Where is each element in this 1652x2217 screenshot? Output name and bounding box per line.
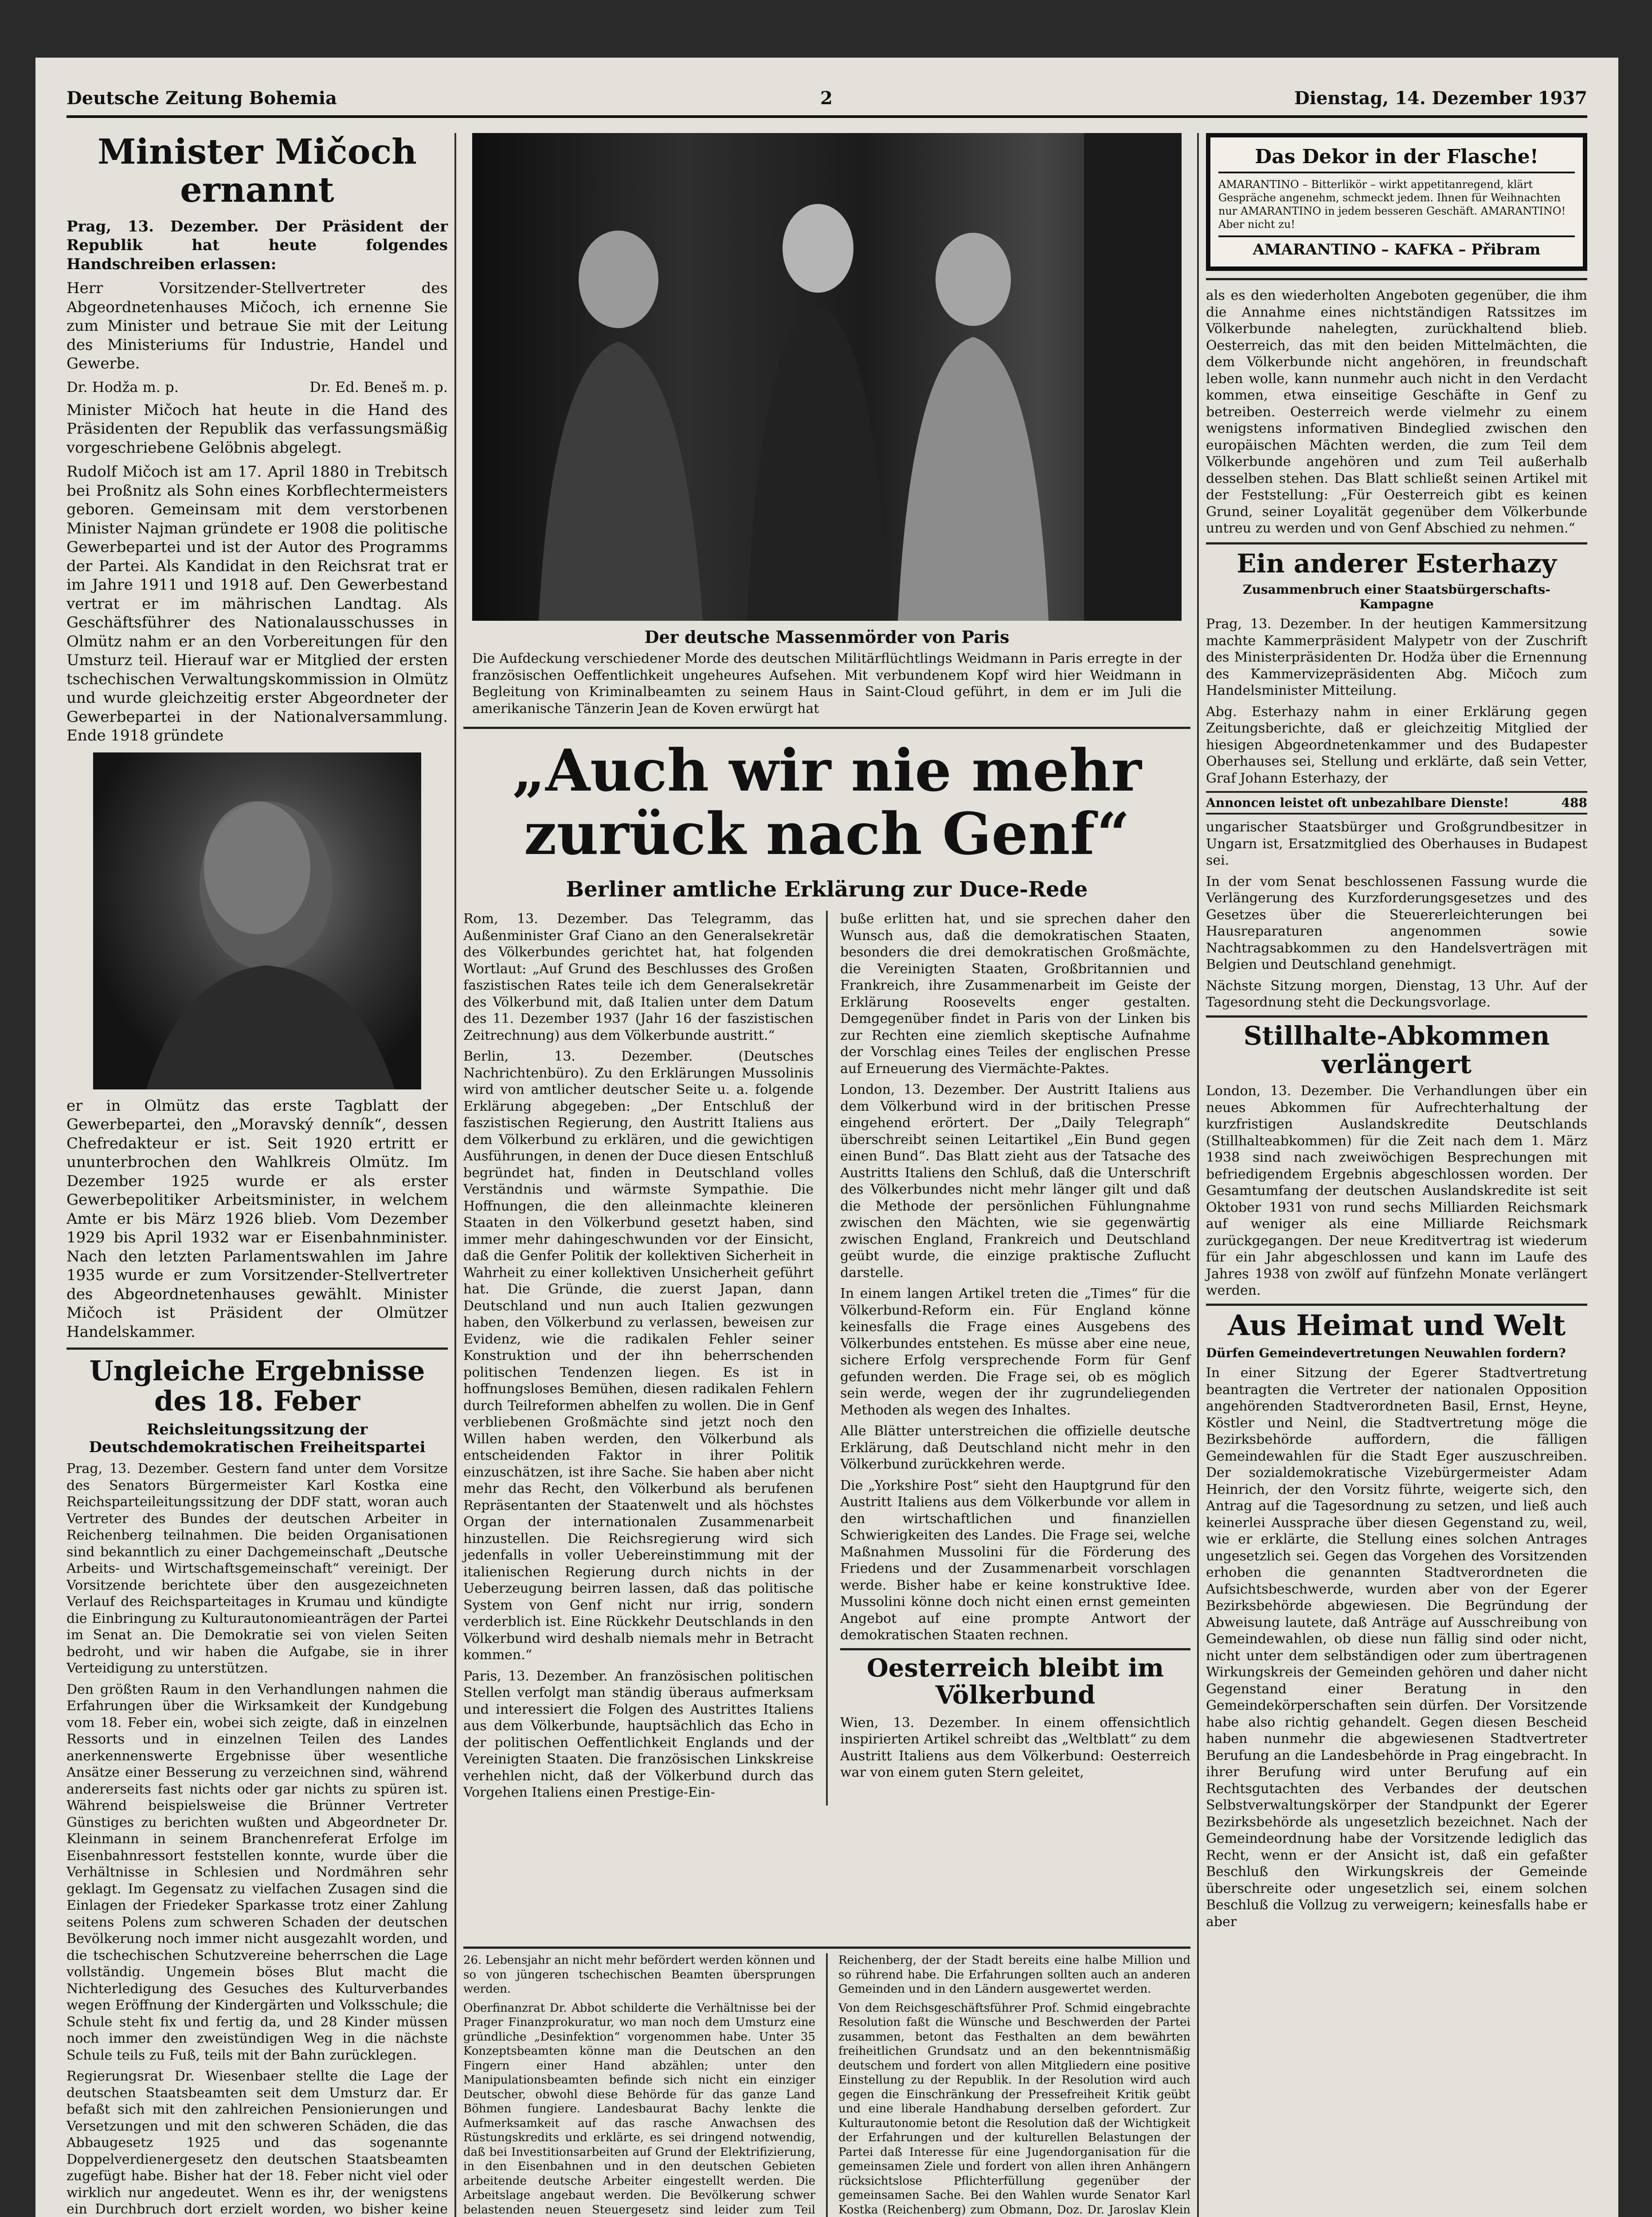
heimat-subhead: Dürfen Gemeindevertretungen Neuwahlen fordern? [1206,1346,1566,1361]
ad-text: AMARANTINO – Bitterlikör – wirkt appetitanregend, klärt Gespräche angenehm, schmeckt jedem. Ihnen für Weihnachten nur AMARANTINO in jedem besseren Geschäft. AMARANTINO! Aber nicht zu! [1218,178,1566,231]
bottom-para-1: 26. Lebensjahr an nicht mehr befördert werden können und so von jüngeren tschechischen Beamten übersprungen werden. [463,1954,815,1996]
oesterreich-continuation: als es den wiederholten Angeboten gegenüber, die ihm die Annahme eines nichtständigen Ratssitzes im Völkerbunde nahelegten, zurückhaltend blieb. Oesterreich, das mit den beiden Mittelmächten, die dem Völkerbunde nicht angehören, in freundschaft leben wolle, kann nunmehr auch nicht in den Verdacht kommen, etwa einseitige Geschäfte in Genf zu betreiben. Oesterreich werde vielmehr zu einem wenigstens informativen Bindeglied zwischen den europäischen Mächten werden, die zum Teil dem Völkerbunde angehören und zum Teil außerhalb desselben stehen. Das Blatt schließt seinen Artikel mit der Feststellung: „Für Oesterreich gibt es keinen Grund, seiner Loyalität gegenüber dem Völkerbunde untreu zu werden und von Genf Abschied zu nehmen.“ [1206,288,1587,536]
genf-left-para-2: Berlin, 13. Dezember. (Deutsches Nachrichtenbüro). Zu den Erklärungen Mussolinis wird von amtlicher deutscher Seite u. a. folgende Erklärung abgegeben: „Der Entschluß der faszistischen Regierung, den Austritt Italiens aus dem Völkerbund zu erklären, und die gewichtigen Ausführungen, in denen der Duce diesen Entschluß begründet hat, finden in Deutschland volles Verständnis und wärmste Sympathie. Die Hoffnungen, die den alleinmachte kleineren Staaten in den Völkerbund gesetzt haben, sind immer mehr dahingeschwunden vor der Einsicht, daß die Genfer Politik der kollektiven Sicherheit in Wahrheit zu einer kollektiven Unsicherheit geführt hat. Die Gründe, die zuerst Japan, dann Deutschland und nun auch Italien gezwungen haben, den Völkerbund zu verlassen, beweisen zur Evidenz, wie die radikalen Fehler seiner Konstruktion und der ihn beherrschenden politischen Tendenzen liegen. Es ist in hoffnungsloses Bemühen, diesen radikalen Fehlern durch Teilreformen abhelfen zu wollen. Die in Genf verbliebenen Großmächte sind jetzt noch den Willen haben werden, den Völkerbund als entscheidenden Faktor in ihrer Politik einzuschätzen, ist ihre Sache. Sie haben aber nicht mehr das Recht, den Völkerbund als berufenen Repräsentanten der Staatenwelt und als höchstes Organ der internationalen Zusammenarbeit hinzustellen. Die Reichsregierung wird sich jedenfalls in voller Uebereinstimmung mit der italienischen Regierung durch nichts in der Ueberzeugung beirren lassen, daß das politische System von Genf nicht nur irrig, sondern verderblich ist. Eine Rückkehr Deutschlands in den Völkerbund wird deshalb niemals mehr in Betracht kommen.“ [463,1049,814,1663]
esterhazy-para-1: Prag, 13. Dezember. In der heutigen Kammersitzung machte Kammerpräsident Malypetr von der Zuschrift des Ministerpräsidenten Dr. Hodža über die Ernennung des Kammervizepräsidenten Abg. Mičoch zum Handelsminister Mitteilung. [1206,616,1587,699]
genf-right-para-4: Alle Blätter unterstreichen die offizielle deutsche Erklärung, daß Deutschland nicht mehr in den Völkerbund zurückkehren werde. [840,1423,1190,1472]
esterhazy-para-2: Abg. Esterhazy nahm in einer Erklärung gegen Zeitungsberichte, daß er gleichzeitig Mitglied der hiesigen Abgeordnetenkammer und des Budapester Oberhauses sei, Stellung und erklärte, daß sein Vetter, Graf Johann Esterhazy, der [1206,704,1587,786]
ergebnisse-para-2: Den größten Raum in den Verhandlungen nahmen die Erfahrungen über die Wirksamkeit der Kundgebung vom 18. Feber ein, wobei sich zeigte, daß in einzelnen Ressorts und in einzelnen Teilen des Landes anerkennenswerte Ergebnisse über wesentliche Ansätze einer Besserung zu verzeichnen sind, während andererseits fast nichts oder gar nichts zu spüren ist. Während beispielsweise die Brünner Vertreter Günstiges zu berichten wußten und Abgeordneter Dr. Kleinmann in seinem Branchenreferat Erfolge im Eisenbahnressort feststellen konnte, wurde über die Verhältnisse in Schlesien und Nordmähren sehr geklagt. Im Gegensatz zu vielfachen Zusagen sind die Einlagen der Friedeker Sparkasse trotz einer Zahlung seitens Polens zum schweren Schaden der deutschen Bevölkerung noch immer nicht ausgezahlt worden, und die tschechischen Schutzvereine beherrschen die Lage vollständig. Ungemein böses Blut macht die Nichterledigung des Gesuches des Kulturverbandes wegen Eröffnung der Kindergärten und Volksschule; die Schule steht fix und fertig da, und 28 Kinder müssen noch immer den zweistündigen Weg in die nächste Schule teils zu Fuß, teils mit der Bahn zurücklegen. [67,1681,448,2063]
genf-headline: „Auch wir nie mehr zurück nach Genf“ [512,736,1142,868]
genf-subhead: Berliner amtliche Erklärung zur Duce-Rede [566,877,1088,902]
weidmann-photo [472,133,1182,621]
bottom-para-4: Von dem Reichsgeschäftsführer Prof. Schmid eingebrachte Resolution faßt die Wünsche und Beschwerden der Partei zusammen, betont das Festhalten an dem bewährten freiheitlichen Grundsatz und an den bekenntnismäßig deutschem und fordert von allen Mitgliedern eine positive Einstellung zu der Republik. In der Resolution wird auch gegen die Einschränkung der Pressefreiheit Kritik geübt und eine liberale Handhabung derselben gefordert. Zur Kulturautonomie betont die Resolution daß der Wichtigkeit der Erfahrungen und der kulturellen Belastungen der Partei daß Interesse für eine Jugendorganisation für die gemeinsamen Ziele und fordert von allen ihren Anhängern rücksichtslose Pflichterfüllung gegenüber der gemeinsamen Sache. Bei den Wahlen wurde Senator Karl Kostka (Reichenberg) zum Obmann, Doz. Dr. Jaroslav Klein [838,2001,1190,2217]
minister-portrait-photo [93,752,421,1089]
ad-notice-text: Annoncen leistet oft unbezahlbare Dienste! [1206,795,1509,811]
photo-caption: Die Aufdeckung verschiedener Morde des deutschen Militärflüchtlings Weidmann in Paris erregte in der französischen Oeffentlichkeit ungeheures Aufsehen. Mit verbundenem Kopf wird hier Weidmann in Begleitung von Kriminalbeamten zu seinem Haus in Saint-Cloud geführt, in dem er im Juli die amerikanische Tänzerin Jean de Koven erwürgt hat [472,651,1182,717]
signature-hodza: Dr. Hodža m. p. [67,378,179,396]
stillhalte-para-1: London, 13. Dezember. Die Verhandlungen über ein neues Abkommen für Aufrechterhaltung der kurzfristigen Auslandskredite Deutschlands (Stillhalteabkommen) für die Zeit nach dem 1. März 1938 sind nach zweiwöchigen Besprechungen mit befriedigendem Ergebnis abgeschlossen worden. Der Gesamtumfang der deutschen Auslandskredite ist seit Oktober 1931 von rund sechs Milliarden Reichsmark auf weniger als eine Milliarde Reichsmark zurückgegangen. Der neue Kreditvertrag ist wiederum für ein Jahr abgeschlossen und kann im Laufe des Jahres 1938 von zwölf auf fünfzehn Monate verlängert werden. [1206,1083,1587,1299]
column-2 [463,133,1190,1806]
ergebnisse-para-3: Regierungsrat Dr. Wiesenbaer stellte die Lage der deutschen Staatsbeamten seit dem Umsturz dar. Er befaßt sich mit den zahlreichen Pensionierungen und Versetzungen und mit den schweren Schäden, die das Abbaugesetz 1925 und das sogenannte Doppelverdienergesetz den deutschen Staatsbeamten zugefügt habe. Bisher hat der 18. Feber nicht viel oder wirklich nur angedeutet. Wenn es ihr, der wenigstens ein Durchbruch dort erzielt worden, wo bisher keine [67,2068,448,2217]
heimat-para-1: In einer Sitzung der Egerer Stadtvertretung beantragten die Vertreter der nationalen Opposition angehörenden Stadtverordneten Basil, Ernst, Heyne, Köstler und Neinl, die Stadtvertretung möge die Bezirksbehörde auffordern, die fälligen Gemeindewahlen für die Stadt Eger auszuschreiben. Der sozialdemokratische Vizebürgermeister Adam Heinrich, der den Vorsitz führte, weigerte sich, den Antrag auf die Tagesordnung zu setzen, und ließ auch keinerlei Aussprache über diesen Gegenstand zu, weil, wie er erklärte, die Stellung eines solchen Antrages ungesetzlich sei. Gegen das Vorgehen des Vorsitzenden erhoben die genannten Stadtverordneten die Aufsichtsbeschwerde, wurden aber von der Egerer Bezirksbehörde abgewiesen. Die Begründung der Abweisung lautete, daß Anträge auf Ausschreibung von Gemeindewahlen, ob diese nun fällig sind oder nicht, nicht unter dem selbständigen oder zum übertragenen Wirkungskreis der Gemeinden gehören und daher nicht Gegenstand einer Beratung in den Gemeindekörperschaften sein dürfen. Der Vorsitzende habe also richtig gehandelt. Gegen diesen Bescheid haben nunmehr die abgewiesenen Stadtvertreter Berufung an die Landesbehörde in Prag eingebracht. In ihrer Berufung wird unter Berufung auf ein Rechtsgutachten des Verbandes der deutschen Selbstverwaltungskörper der Standpunkt der Egerer Bezirksbehörde als ungesetzlich bezeichnet. Nach der Gemeindeordnung habe der Vorsitzende lediglich das Recht, wenn er der Ansicht ist, daß ein gefaßter Beschluß den Wirkungskreis der Gemeinde überschreite oder ungesetzlich sei, einem solchen Beschluß die Vollzug zu verweigern; keinesfalls habe er aber [1206,1365,1587,1930]
bottom-continuation [463,1947,1190,2217]
header-paper-name: Deutsche Zeitung Bohemia [67,88,337,109]
column-rule [826,911,828,1806]
header-date: Dienstag, 14. Dezember 1937 [1294,88,1587,109]
divider [463,727,1190,729]
minister-headline: Minister Mičoch ernannt [98,132,417,210]
ergebnisse-para-1: Prag, 13. Dezember. Gestern fand unter dem Vorsitze des Senators Bürgermeister Karl Kostka eine Reichsparteileitungssitzung der DDF statt, woran auch Vertreter des Bundes der deutschen Arbeiter in Reichenberg teilnahmen. Die beiden Organisationen sind bekanntlich zu einer Dachgemeinschaft „Deutsche Arbeits- und Wirtschaftsgemeinschaft“ vereinigt. Der Vorsitzende berichtete über den ausgezeichneten Verlauf des Reichsparteitages in Krumau und kündigte die Einbringung zu Kulturautonomieanträgen der Partei im Senat an. Die Demokratie sei von vielen Seiten bedroht, und wir haben die Aufgabe, sie in ihrer Verteidigung zu unterstützen. [67,1461,448,1676]
minister-para-3: Minister Mičoch hat heute in die Hand des Präsidenten der Republik das verfassungsmäßig vorgeschriebene Gelöbnis abgelegt. [67,401,448,457]
photo-figures [472,133,1182,621]
newspaper-page [35,58,1618,2217]
divider [1206,1304,1587,1306]
column-3 [1206,133,1587,1935]
esterhazy-subhead: Zusammenbruch einer Staatsbürgerschafts-Kampagne [1243,582,1550,612]
minister-para-5: er in Olmütz das erste Tagblatt der Gewerbepartei, den „Moravský denník“, dessen Chefredakteur er ist. Seit 1920 ertritt er ununterbrochen den Wahlkreis Olmütz. Im Dezember 1925 wurde er als erster Gewerbepolitiker Arbeitsminister, in welchem Amte er bis März 1926 blieb. Vom Dezember 1929 bis April 1932 war er Eisenbahnminister. Nach den letzten Parlamentswahlen im Jahre 1935 wurde er zum Vorsitzender-Stellvertreter des Abgeordnetenhauses gewählt. Minister Mičoch ist Präsident der Olmützer Handelskammer. [67,1097,448,1341]
amarantino-advertisement [1206,133,1587,271]
column-1 [67,133,448,2217]
genf-article [463,911,1190,1806]
ad-notice-number: 488 [1561,795,1587,811]
bottom-para-3: Reichenberg, der der Stadt bereits eine halbe Million und so rührend habe. Die Erfahrungen sollten auch an anderen Gemeinden und in den Ländern ausgewertet werden. [838,1954,1190,1996]
divider [67,1347,448,1350]
oesterreich-headline: Oesterreich bleibt im Völkerbund [866,1653,1164,1710]
genf-left-para-3: Paris, 13. Dezember. An französischen politischen Stellen verfolgt man ständig überaus aufmerksam und interessiert die Folgen des Austrittes Italiens aus dem Völkerbunde, hauptsächlich das Echo in der politischen Oeffentlichkeit Englands und der Vereinigten Staaten. Die französischen Linkskreise verhehlen nicht, daß der Völkerbund durch das Vorgehen Italiens einen Prestige-Ein- [463,1668,814,1800]
signatures [67,379,448,396]
photo-caption-title: Der deutsche Massenmörder von Paris [644,627,1010,647]
genf-right-para-3: In einem langen Artikel treten die „Times“ für die Völkerbund-Reform ein. Für England könne keinesfalls die Frage eines Ausgebens des Völkerbundes entstehen. Es müsse aber eine neue, sichere Erfolg versprechende Form für Genf gefunden werden. Die Frage sei, ob es möglich sein werde, wegen der ihr zugrundeliegenden Methoden als wegen des Inhaltes. [840,1286,1190,1418]
ad-headline: Das Dekor in der Flasche! [1218,145,1575,173]
minister-para-2: Herr Vorsitzender-Stellvertreter des Abgeordnetenhauses Mičoch, ich ernenne Sie zum Minister und betraue Sie mit der Leitung des Ministeriums für Industrie, Handel und Gewerbe. [67,279,448,373]
ergebnisse-subhead: Reichsleitungssitzung der Deutschdemokratischen Freiheitspartei [89,1421,426,1457]
genf-right-para-5: Die „Yorkshire Post“ sieht den Hauptgrund für den Austritt Italiens aus dem Völkerbunde vor allem in den wirtschaftlichen und finanziellen Schwierigkeiten des Landes. Die Frage sei, welche Maßnahmen Mussolini für die Förderung des Friedens und der Zusammenarbeit vorschlagen werde. Bisher habe er keine konstruktive Idee. Mussolini könne doch nicht einen ernst gemeinten Angebot auf eine prompte Antwort der demokratischen Staaten rechnen. [840,1477,1190,1643]
heimat-headline: Aus Heimat und Welt [1227,1308,1566,1342]
bottom-right-column [838,1953,1190,2217]
divider [840,1648,1190,1650]
genf-right-para-1: buße erlitten hat, und sie sprechen daher den Wunsch aus, daß die demokratischen Staaten, besonders die drei demokratischen Großmächte, die Vereinigten Staaten, Großbritannien und Frankreich, ihre Zusammenarbeit im Geiste der Erklärung Roosevelts enger gestalten. Demgegenüber findet in Paris von der Linken bis zur Rechten eine ziemlich skeptische Aufnahme der Vorschlag eines Teiles der englischen Presse auf Erneuerung des Viermächte-Paktes. [840,911,1190,1077]
page-header [67,84,1587,118]
bottom-para-2: Oberfinanzrat Dr. Abbot schilderte die Verhältnisse bei der Prager Finanzprokuratur, wo man noch dem Umsturz eine gründliche „Desinfektion“ vorgenommen habe. Unter 35 Konzeptsbeamten könne man die Deutschen an den Fingern einer Hand abzählen; unter den Manipulationsbeamten befinde sich nicht ein einziger Deutscher, obwohl diese Behörde für das ganze Land Böhmen fungiere. Landesbaurat Bachy lenkte die Aufmerksamkeit auf das rasche Anwachsen des Rüstungskredits und erklärte, es sei dringend notwendig, daß bei Investitionsarbeiten auf Grund der Elektrifizierung, in den Eisenbahnen und in den deutschen Gebieten arbeitende deutsche Arbeiter eingestellt werden. Die Arbeitslage angebaut werden. Die Bevölkerung schwer belastenden neuen Steuergesetz sind leider zum Teil [463,2001,815,2217]
minister-para-4: Rudolf Mičoch ist am 17. April 1880 in Trebitsch bei Proßnitz als Sohn eines Korbflechtermeisters geboren. Gemeinsam mit dem verstorbenen Minister Najman gründete er 1908 die politische Gewerbepartei und ist der Autor des Programms der Partei. Als Kandidat in den Reichsrat trat er im Jahre 1911 und 1918 auf. Den Gewerbestand vertrat er im mährischen Landtag. Als Geschäftsführer des Nationalausschusses in Olmütz nahm er an den Vorbereitungen für den Umsturz teil. Hierauf war er Mitglied der ersten tschechischen Verwaltungskommission in Olmütz und wurde gleichzeitig erster Abgeordneter der Gewerbepartei in der Nationalversammlung. Ende 1918 gründete [67,463,448,745]
genf-right-para-2: London, 13. Dezember. Der Austritt Italiens aus dem Völkerbund wird in der britischen Presse eingehend erörtert. Der „Daily Telegraph“ überschreibt seinen Leitartikel „Ein Bund gegen einen Bund“. Das Blatt zieht aus der Tatsache des Austritts Italiens den Schluß, daß die Unterschrift des Völkerbundes nicht mehr länger gilt und daß die Methode der persönlichen Fühlungnahme zwischen den Mächten, wie sie gegenwärtig zwischen England, Frankreich und Deutschland geübt wurde, die einzige praktische Zuflucht darstelle. [840,1082,1190,1281]
column-rule [826,1953,828,2217]
ad-brand: AMARANTINO – KAFKA – Přibram [1218,235,1575,259]
ergebnisse-headline: Ungleiche Ergebnisse des 18. Feber [89,1355,425,1418]
genf-right-column [840,911,1190,1806]
divider [1206,542,1587,544]
column-rule [454,133,456,2217]
portrait-silhouette [93,752,421,1089]
divider [1206,278,1587,280]
genf-left-para-1: Rom, 13. Dezember. Das Telegramm, das Außenminister Graf Ciano an den Generalsekretär des Völkerbundes gerichtet hat, hat folgenden Wortlaut: „Auf Grund des Beschlusses des Großen faszistischen Rates teile ich dem Generalsekretär des Völkerbund mit, daß Italien unter dem Datum des 11. Dezember 1937 (Jahr 16 der faszistischen Zeitrechnung) aus dem Völkerbunde austritt.“ [463,911,814,1043]
header-page-number: 2 [820,88,833,109]
esterhazy-headline: Ein anderer Esterhazy [1237,548,1557,579]
senate-para: In der vom Senat beschlossenen Fassung wurde die Verlängerung des Kurzforderungsgesetzes und des Gesetzes über die Steuererleichterungen bei Hausreparaturen angenommen sowie Nachtragsabkommen zu den Handelsverträgen mit Belgien und Deutschland genehmigt. [1206,873,1587,973]
esterhazy-para-3: ungarischer Staatsbürger und Großgrundbesitzer in Ungarn ist, Ersatzmitglied des Oberhauses in Budapest sei. [1206,819,1587,869]
minister-para-1: Prag, 13. Dezember. Der Präsident der Republik hat heute folgendes Handschreiben erlassen: [67,217,448,273]
next-session-para: Nächste Sitzung morgen, Dienstag, 13 Uhr. Auf der Tagesordnung steht die Deckungsvorlage. [1206,978,1587,1011]
divider [1206,1015,1587,1018]
ad-notice [1206,791,1587,815]
stillhalte-headline: Stillhalte-Abkommen verlängert [1243,1020,1550,1079]
bottom-left-column [463,1953,815,2217]
signature-benes: Dr. Ed. Beneš m. p. [309,378,448,396]
genf-left-column [463,911,814,1806]
column-rule [1197,133,1199,2217]
oesterreich-para-1: Wien, 13. Dezember. In einem offensichtlich inspirierten Artikel schreibt das „Weltblatt“ zu dem Austritt Italiens aus dem Völkerbund: Oesterreich war von einem guten Stern geleitet, [840,1715,1190,1781]
